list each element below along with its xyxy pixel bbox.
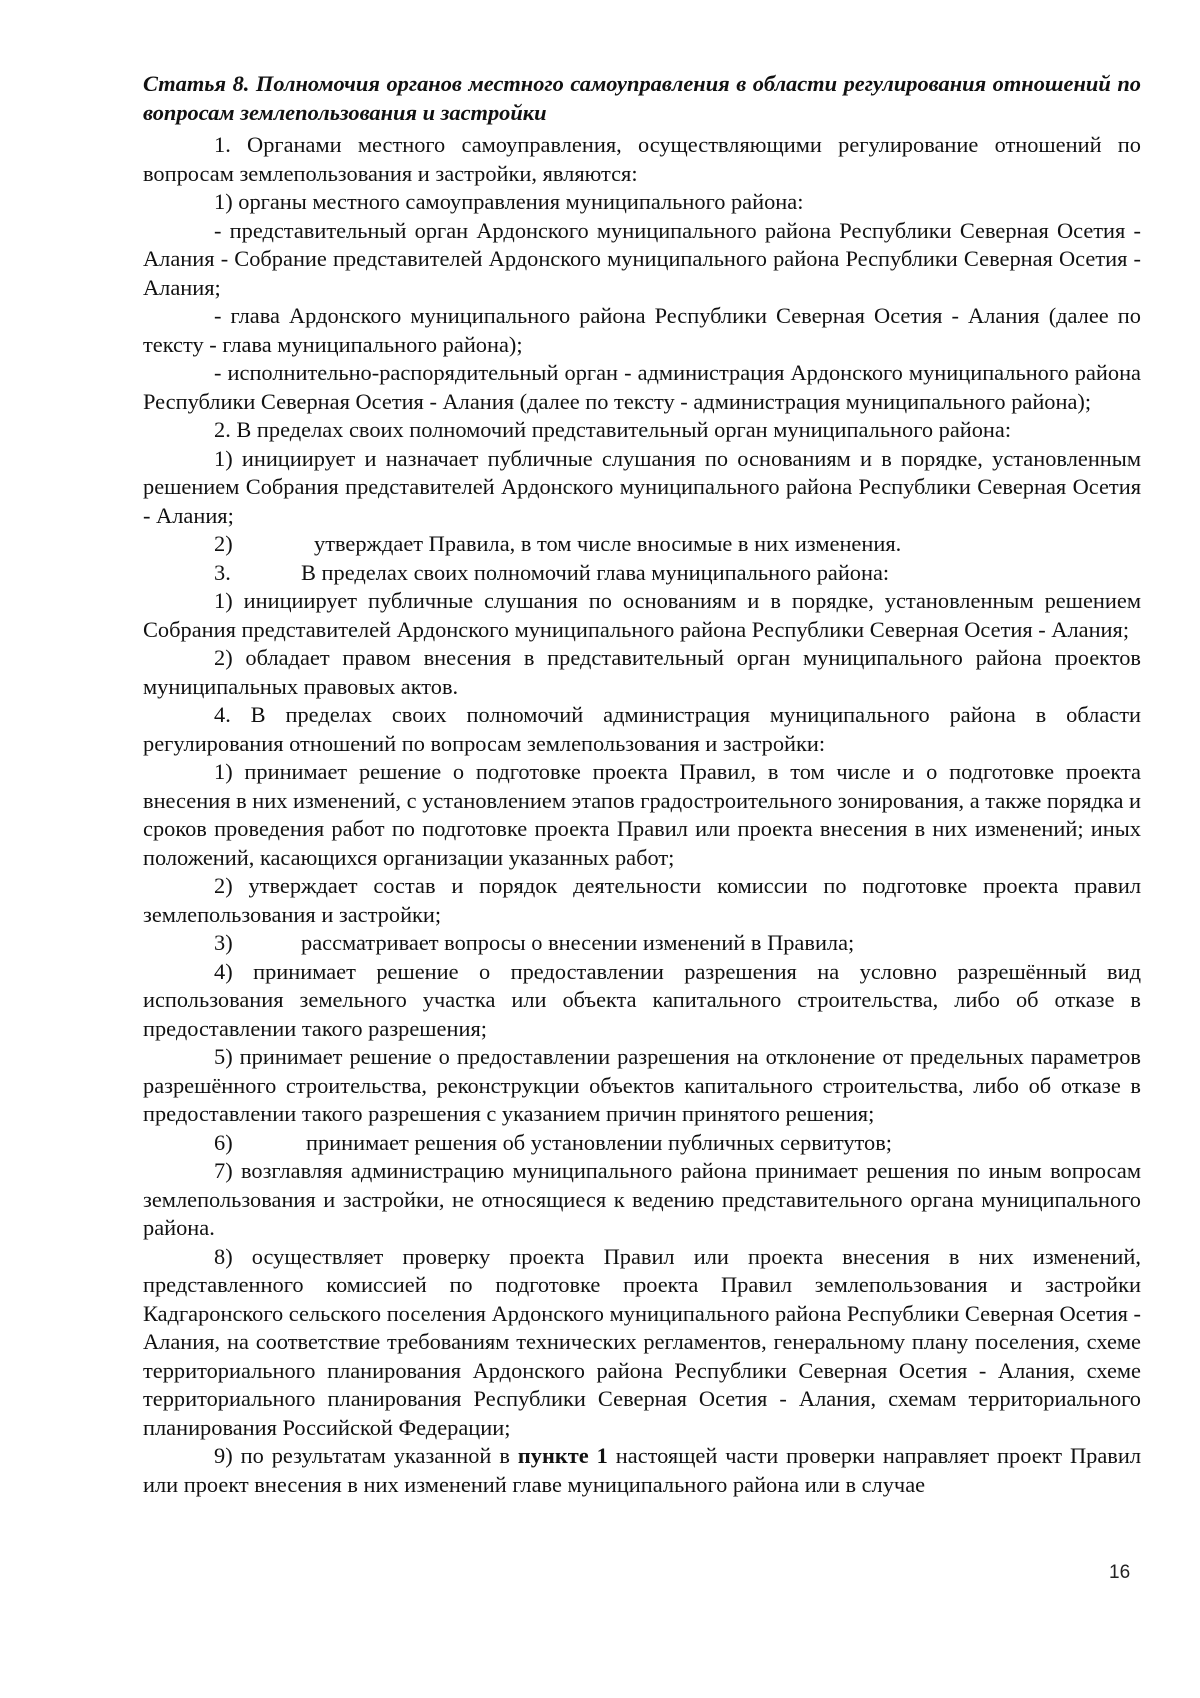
numbered-line [143,1129,1141,1158]
item-text: утверждает Правила, в том числе вносимые в них изменения. [314,531,902,556]
paragraph: - глава Ардонского муниципального района Республики Северная Осетия - Алания (далее по тексту - глава муниципального района); [143,303,1141,357]
item-text: рассматривает вопросы о внесении изменений в Правила; [301,930,855,955]
numbered-line [143,530,1141,559]
paragraph: 1) инициирует публичные слушания по основаниям и в порядке, установленным решением Собрания представителей Ардонского муниципального района Республики Северная Осетия - Алания; [143,588,1141,642]
paragraph: 5) принимает решение о предоставлении разрешения на отклонение от предельных параметров разрешённого строительства, реконструкции объектов капитального строительства, либо об отказе в предоставлении такого разрешения с указанием причин принятого решения; [143,1044,1141,1126]
item-text: принимает решения об установлении публичных сервитутов; [306,1129,893,1155]
numbered-line [143,929,1141,958]
paragraph: 2) обладает правом внесения в представительный орган муниципального района проектов муниципальных правовых актов. [143,645,1141,699]
paragraph: 7) возглавляя администрацию муниципального района принимает решения по иным вопросам землепользования и застройки, не относящиеся к ведению представительного органа муниципального района. [143,1158,1141,1240]
paragraph-last [143,1442,1141,1499]
paragraph: - исполнительно-распорядительный орган - администрация Ардонского муниципального района Республики Северная Осетия - Алания (далее по тексту - администрация муниципального района); [143,360,1141,414]
text-segment: настоящей части проверки направляет проект Правил или проект внесения в них изменений главе муниципального района или в случае [143,1443,1141,1497]
page-number: 16 [1109,1562,1131,1583]
item-number: 6) [214,1129,233,1155]
paragraph: 1) принимает решение о подготовке проекта Правил, в том числе и о подготовке проекта внесения в них изменений, с установлением этапов градостроительного зонирования, а также порядка и сроков проведения работ по подготовке проекта Правил или проекта внесения в них изменений; иных положений, касающихся организации указанных работ; [143,759,1141,870]
paragraph: 4) принимает решение о предоставлении разрешения на условно разрешённый вид использования земельного участка или объекта капитального строительства, либо об отказе в предоставлении такого разрешения; [143,958,1141,1041]
item-number: 3) [214,930,233,955]
item-number: 3. [214,559,231,585]
item-number: 2) [214,531,233,556]
text-segment: 9) по результатам указанной в [214,1443,518,1468]
bold-link-text: пункте 1 [517,1443,608,1468]
paragraph: - представительный орган Ардонского муниципального района Республики Северная Осетия - Алания - Собрание представителей Ардонского муниципального района Республики Северная Осетия - Алания; [143,217,1141,300]
paragraph: 1) органы местного самоуправления муниципального района: [214,189,804,214]
paragraph: 2) утверждает состав и порядок деятельности комиссии по подготовке проекта правил землепользования и застройки; [143,873,1141,927]
numbered-line [143,559,1141,588]
paragraph: 2. В пределах своих полномочий представительный орган муниципального района: [214,417,1012,442]
paragraph: 4. В пределах своих полномочий администрация муниципального района в области регулирования отношений по вопросам землепользования и застройки: [143,702,1141,756]
paragraph: 8) осуществляет проверку проекта Правил или проекта внесения в них изменений, представленного комиссией по подготовке проекта Правил землепользования и застройки Кадгаронского сельского поселения Ардонского муниципального района Республики Северная Осетия - Алания, на соответствие требованиям технических регламентов, генеральному плану поселения, схеме территориального планирования Ардонского района Республики Северная Осетия - Алания, схеме территориального планирования Республики Северная Осетия - Алания, схемам территориального планирования Российской Федерации; [143,1243,1141,1440]
document-page [143,70,1141,1499]
item-text: В пределах своих полномочий глава муниципального района: [301,559,890,585]
article-title: Статья 8. Полномочия органов местного самоуправления в области регулирования отношений по вопросам землепользования и застройки [143,71,1141,125]
paragraph: 1. Органами местного самоуправления, осуществляющими регулирование отношений по вопросам землепользования и застройки, являются: [143,132,1141,186]
paragraph: 1) инициирует и назначает публичные слушания по основаниям и в порядке, установленным решением Собрания представителей Ардонского муниципального района Республики Северная Осетия - Алания; [143,445,1141,528]
